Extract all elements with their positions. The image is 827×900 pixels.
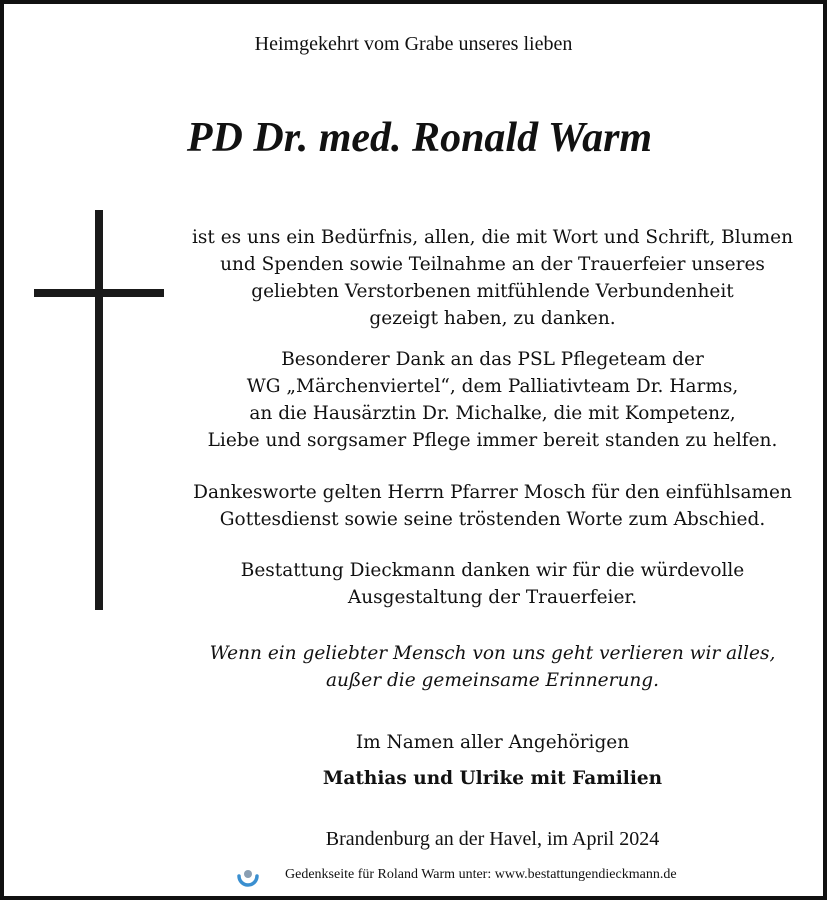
signature-intro: Im Namen aller Angehörigen xyxy=(355,732,630,753)
paragraph-special-thanks-line: Liebe und sorgsamer Pflege immer bereit standen zu helfen. xyxy=(207,430,778,451)
memorial-quote-line: Wenn ein geliebter Mensch von uns geht verlieren wir alles, xyxy=(209,643,776,664)
memorial-page-link[interactable]: Gedenkseite für Roland Warm unter: www.bestattungendieckmann.de xyxy=(285,867,677,882)
paragraph-pastor xyxy=(185,479,800,533)
paragraph-special-thanks xyxy=(185,346,800,454)
memorial-quote-line: außer die gemeinsame Erinnerung. xyxy=(325,670,659,691)
paragraph-thanks xyxy=(185,224,800,332)
paragraph-special-thanks-line: WG „Märchenviertel“, dem Palliativteam Dr. Harms, xyxy=(246,376,739,397)
signature-names: Mathias und Ulrike mit Familien xyxy=(322,768,663,789)
paragraph-funeral-home-line: Bestattung Dieckmann danken wir für die würdevolle xyxy=(240,560,745,581)
place-and-date: Brandenburg an der Havel, im April 2024 xyxy=(325,828,660,850)
funeral-home-logo-icon xyxy=(234,863,262,891)
paragraph-funeral-home xyxy=(185,557,800,611)
memorial-quote xyxy=(175,640,810,694)
paragraph-pastor-line: Dankesworte gelten Herrn Pfarrer Mosch für den einfühlsamen xyxy=(193,482,792,503)
paragraph-pastor-line: Gottesdienst sowie seine tröstenden Worte zum Abschied. xyxy=(219,509,766,530)
paragraph-special-thanks-line: Besonderer Dank an das PSL Pflegeteam der xyxy=(281,349,704,370)
paragraph-thanks-line: ist es uns ein Bedürfnis, allen, die mit Wort und Schrift, Blumen xyxy=(191,227,794,248)
paragraph-thanks-line: gezeigt haben, zu danken. xyxy=(369,308,616,329)
paragraph-special-thanks-line: an die Hausärztin Dr. Michalke, die mit Kompetenz, xyxy=(249,403,736,424)
paragraph-funeral-home-line: Ausgestaltung der Trauerfeier. xyxy=(347,587,638,608)
paragraph-thanks-line: geliebten Verstorbenen mitfühlende Verbundenheit xyxy=(251,281,734,302)
intro-line: Heimgekehrt vom Grabe unseres lieben xyxy=(254,33,573,55)
paragraph-thanks-line: und Spenden sowie Teilnahme an der Trauerfeier unseres xyxy=(220,254,765,275)
deceased-name: PD Dr. med. Ronald Warm xyxy=(186,115,653,161)
